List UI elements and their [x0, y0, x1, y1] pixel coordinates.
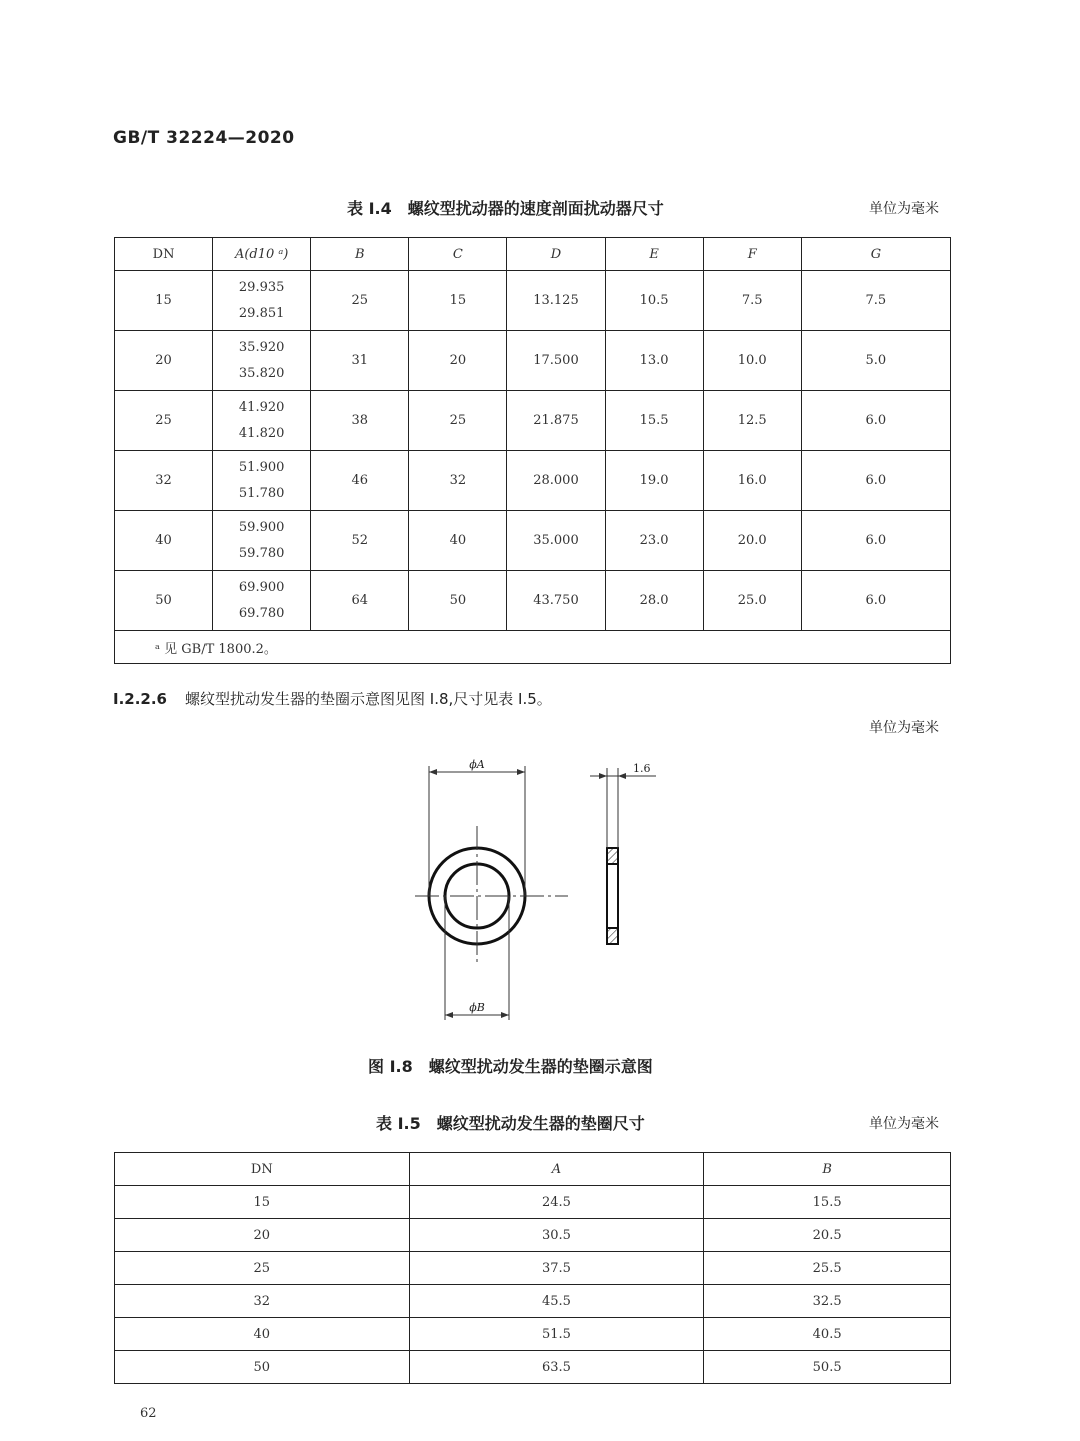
cell-f: 12.5 — [703, 391, 801, 451]
table-row — [115, 1285, 951, 1318]
table-row — [115, 451, 951, 511]
cell-a: 30.5 — [409, 1219, 704, 1252]
washer-section-top — [607, 848, 618, 864]
page-number: 62 — [140, 1406, 157, 1421]
table-i5-header-row — [115, 1153, 951, 1186]
col-header-a: A(d10 ᵃ) — [213, 238, 311, 271]
col-header-f: F — [703, 238, 801, 271]
col-header-d: D — [507, 238, 605, 271]
table-row — [115, 1318, 951, 1351]
cell-c: 50 — [409, 571, 507, 631]
cell-e: 28.0 — [605, 571, 703, 631]
table-i5-unit: 单位为毫米 — [869, 1116, 939, 1132]
cell-g: 5.0 — [801, 331, 950, 391]
cell-dn: 32 — [115, 1285, 410, 1318]
thickness-arrow-left — [599, 773, 607, 779]
thickness-arrow-right — [618, 773, 626, 779]
col-header-g: G — [801, 238, 950, 271]
cell-a: 63.5 — [409, 1351, 704, 1384]
cell-dn: 25 — [115, 1252, 410, 1285]
cell-c: 20 — [409, 331, 507, 391]
thickness-label: 1.6 — [633, 762, 651, 775]
cell-c: 32 — [409, 451, 507, 511]
cell-c: 15 — [409, 271, 507, 331]
col-header-b: B — [704, 1153, 951, 1186]
cell-e: 19.0 — [605, 451, 703, 511]
col-header-dn: DN — [115, 238, 213, 271]
table-row — [115, 391, 951, 451]
cell-a-upper: 41.920 — [238, 399, 285, 415]
cell-a — [213, 511, 311, 571]
cell-a-lower: 59.780 — [238, 545, 285, 561]
dimension-b-arrow-left — [445, 1012, 453, 1018]
cell-a-upper: 35.920 — [238, 339, 285, 355]
cell-f: 25.0 — [703, 571, 801, 631]
cell-g: 6.0 — [801, 571, 950, 631]
cell-a-upper: 51.900 — [238, 459, 285, 475]
table-row — [115, 1186, 951, 1219]
table-row — [115, 331, 951, 391]
col-header-a: A — [409, 1153, 704, 1186]
table-row — [115, 571, 951, 631]
dimension-b-arrow-right — [501, 1012, 509, 1018]
col-header-c: C — [409, 238, 507, 271]
cell-dn: 40 — [115, 1318, 410, 1351]
section-text: 螺纹型扰动发生器的垫圈示意图见图 I.8,尺寸见表 I.5。 — [185, 690, 552, 708]
table-i4-header-row — [115, 238, 951, 271]
cell-c: 25 — [409, 391, 507, 451]
cell-a-lower: 35.820 — [238, 365, 285, 381]
cell-c: 40 — [409, 511, 507, 571]
cell-e: 10.5 — [605, 271, 703, 331]
section-number: I.2.2.6 — [113, 690, 167, 708]
cell-e: 13.0 — [605, 331, 703, 391]
table-row — [115, 1252, 951, 1285]
cell-d: 21.875 — [507, 391, 605, 451]
table-row — [115, 511, 951, 571]
cell-b: 52 — [311, 511, 409, 571]
cell-a-lower: 41.820 — [238, 425, 285, 441]
cell-dn: 20 — [115, 331, 213, 391]
cell-b: 64 — [311, 571, 409, 631]
cell-a — [213, 571, 311, 631]
table-row — [115, 1351, 951, 1384]
cell-b: 38 — [311, 391, 409, 451]
dimension-a-arrow-left — [429, 769, 437, 775]
table-i4-unit: 单位为毫米 — [869, 201, 939, 217]
cell-f: 20.0 — [703, 511, 801, 571]
cell-dn: 15 — [115, 1186, 410, 1219]
table-i4-caption: 表 I.4 螺纹型扰动器的速度剖面扰动器尺寸 — [347, 199, 664, 218]
cell-a: 51.5 — [409, 1318, 704, 1351]
cell-d: 13.125 — [507, 271, 605, 331]
cell-a: 24.5 — [409, 1186, 704, 1219]
cell-e: 23.0 — [605, 511, 703, 571]
cell-b: 50.5 — [704, 1351, 951, 1384]
standard-number: GB/T 32224—2020 — [113, 128, 295, 148]
cell-a — [213, 451, 311, 511]
cell-b: 31 — [311, 331, 409, 391]
cell-a-upper: 59.900 — [238, 519, 285, 535]
washer-diagram — [400, 750, 660, 1030]
cell-f: 10.0 — [703, 331, 801, 391]
dimension-a-label: ϕA — [469, 758, 485, 771]
table-i4-footnote-row — [115, 631, 951, 664]
cell-d: 17.500 — [507, 331, 605, 391]
cell-dn: 50 — [115, 571, 213, 631]
table-row — [115, 271, 951, 331]
cell-g: 6.0 — [801, 391, 950, 451]
col-header-dn: DN — [115, 1153, 410, 1186]
cell-d: 28.000 — [507, 451, 605, 511]
table-i4-footnote: ᵃ 见 GB/T 1800.2。 — [115, 631, 951, 664]
cell-d: 35.000 — [507, 511, 605, 571]
table-row — [115, 1219, 951, 1252]
cell-a — [213, 331, 311, 391]
washer-section-bottom — [607, 928, 618, 944]
table-i5-caption: 表 I.5 螺纹型扰动发生器的垫圈尺寸 — [376, 1114, 645, 1133]
col-header-e: E — [605, 238, 703, 271]
cell-b: 25 — [311, 271, 409, 331]
table-i4 — [114, 237, 951, 664]
cell-e: 15.5 — [605, 391, 703, 451]
cell-g: 6.0 — [801, 451, 950, 511]
table-i5 — [114, 1152, 951, 1384]
figure-caption: 图 I.8 螺纹型扰动发生器的垫圈示意图 — [368, 1057, 653, 1076]
dimension-b-label: ϕB — [469, 1001, 485, 1014]
cell-a: 45.5 — [409, 1285, 704, 1318]
cell-dn: 15 — [115, 271, 213, 331]
cell-a-lower: 51.780 — [238, 485, 285, 501]
cell-g: 7.5 — [801, 271, 950, 331]
cell-a — [213, 271, 311, 331]
washer-section-middle — [607, 864, 618, 928]
section-paragraph — [113, 688, 552, 709]
cell-dn: 25 — [115, 391, 213, 451]
cell-f: 7.5 — [703, 271, 801, 331]
cell-a — [213, 391, 311, 451]
cell-f: 16.0 — [703, 451, 801, 511]
cell-d: 43.750 — [507, 571, 605, 631]
cell-a-lower: 29.851 — [238, 305, 285, 321]
cell-b: 20.5 — [704, 1219, 951, 1252]
cell-dn: 20 — [115, 1219, 410, 1252]
cell-a-lower: 69.780 — [238, 605, 285, 621]
cell-dn: 40 — [115, 511, 213, 571]
cell-dn: 50 — [115, 1351, 410, 1384]
dimension-a-arrow-right — [517, 769, 525, 775]
cell-g: 6.0 — [801, 511, 950, 571]
cell-b: 25.5 — [704, 1252, 951, 1285]
cell-a-upper: 29.935 — [238, 279, 285, 295]
cell-a: 37.5 — [409, 1252, 704, 1285]
figure-unit: 单位为毫米 — [869, 720, 939, 736]
cell-b: 32.5 — [704, 1285, 951, 1318]
cell-dn: 32 — [115, 451, 213, 511]
col-header-b: B — [311, 238, 409, 271]
cell-b: 15.5 — [704, 1186, 951, 1219]
cell-a-upper: 69.900 — [238, 579, 285, 595]
cell-b: 40.5 — [704, 1318, 951, 1351]
cell-b: 46 — [311, 451, 409, 511]
